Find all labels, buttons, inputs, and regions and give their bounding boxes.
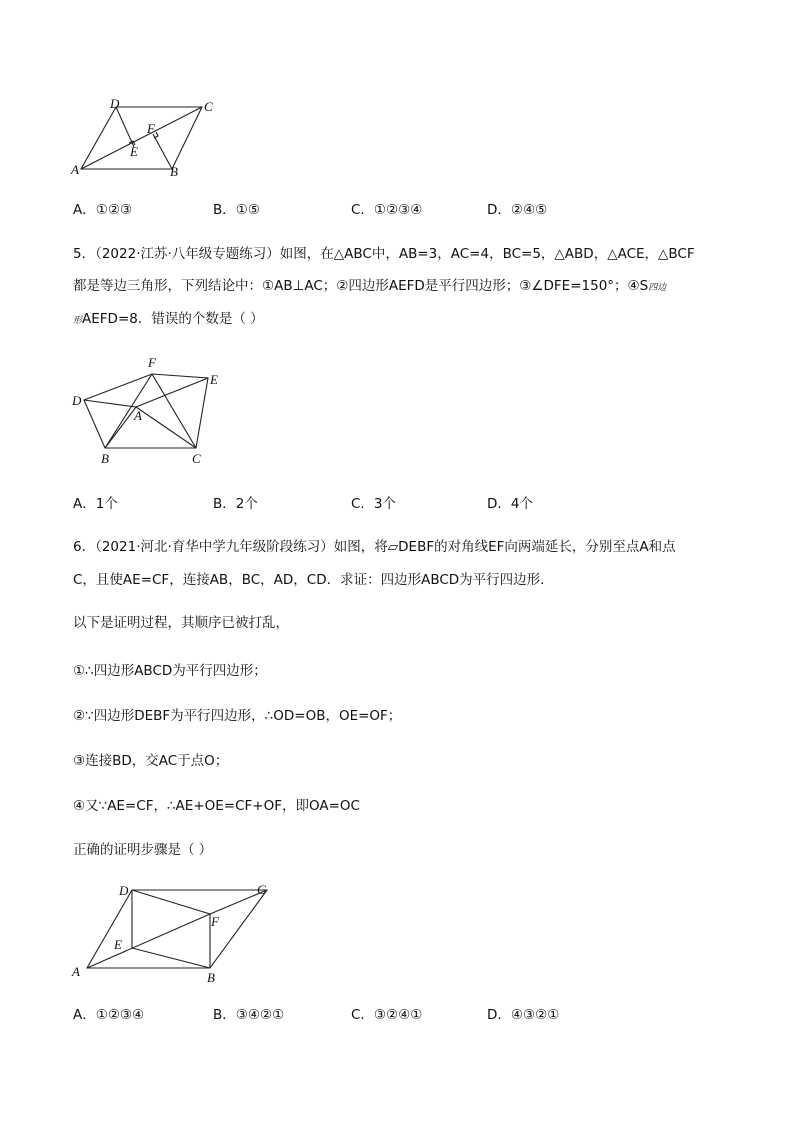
- label-c: C: [257, 882, 266, 897]
- q4-option-d: D．②④⑤: [487, 202, 548, 218]
- label-a: A: [72, 964, 80, 979]
- q5-option-c: C．3个: [351, 496, 397, 512]
- q5-line-2-main: 都是等边三角形，下列结论中：①AB⊥AC；②四边形AEFD是平行四边形；③∠DFE=150°；④S: [73, 278, 649, 294]
- label-e: E: [210, 372, 218, 387]
- q4-option-a: A．①②③: [73, 202, 133, 218]
- figure-parallelogram-q4-svg: [70, 98, 220, 180]
- segment-ba: [105, 407, 136, 448]
- q5-option-b: B．2个: [213, 496, 258, 512]
- label-d: D: [119, 883, 129, 898]
- diagonal-ac-part: [87, 914, 210, 968]
- q6-option-b: B．③④②①: [213, 1007, 285, 1023]
- q5-line-3-main: AEFD=8．错误的个数是（ ）: [82, 311, 264, 327]
- q4-option-c: C．①②③④: [351, 202, 423, 218]
- q5-option-a: A．1个: [73, 496, 118, 512]
- label-a: A: [71, 162, 79, 177]
- segment-da: [84, 400, 136, 407]
- q6-line-2: C，且使AE=CF，连接AB，BC，AD，CD．求证：四边形ABCD为平行四边形．: [73, 572, 554, 588]
- q6-step-1: ①∴四边形ABCD为平行四边形；: [73, 663, 267, 679]
- segment-fb: [105, 374, 152, 448]
- q5-line-2-subscript: 四边: [648, 283, 667, 293]
- figure-triangles-q5: [70, 350, 230, 468]
- q6-question: 正确的证明步骤是（ ）: [73, 842, 213, 858]
- q4-option-b: B．①⑤: [213, 202, 260, 218]
- label-b: B: [101, 451, 109, 466]
- q5-line-3: [73, 309, 264, 331]
- q5-line-3-subscript: 形: [73, 316, 83, 326]
- q6-option-d: D．④③②①: [487, 1007, 560, 1023]
- q6-option-c: C．③②④①: [351, 1007, 423, 1023]
- segment-de: [116, 107, 134, 147]
- q6-step-3: ③连接BD，交AC于点O；: [73, 753, 229, 769]
- label-f: F: [147, 121, 155, 136]
- figure-triangles-q5-svg: [70, 350, 230, 468]
- label-c: C: [204, 99, 213, 114]
- q6-step-4: ④又∵AE=CF，∴AE+OE=CF+OF，即OA=OC: [73, 798, 360, 814]
- figure-parallelogram-q6: [70, 880, 285, 985]
- label-f: F: [211, 914, 219, 929]
- q5-line-1: 5．（2022·江苏·八年级专题练习）如图，在△ABC中，AB=3，AC=4，BC=5，△ABD，△ACE，△BCF: [73, 246, 695, 262]
- label-e: E: [114, 937, 122, 952]
- q6-intro: 以下是证明过程，其顺序已被打乱，: [73, 615, 289, 631]
- segment-eb: [132, 948, 210, 968]
- label-d: D: [110, 96, 120, 111]
- diagonal-ac: [81, 107, 202, 169]
- figure-parallelogram-q6-svg: [70, 880, 285, 985]
- label-b: B: [170, 164, 178, 179]
- label-c: C: [192, 451, 201, 466]
- q6-option-a: A．①②③④: [73, 1007, 145, 1023]
- q6-step-2: ②∵四边形DEBF为平行四边形，∴OD=OB，OE=OF；: [73, 708, 402, 724]
- label-a: A: [134, 408, 142, 423]
- segment-ac: [136, 407, 196, 448]
- q6-line-1: 6．（2021·河北·育华中学九年级阶段练习）如图，将▱DEBF的对角线EF向两端延长，分别至点A和点: [73, 539, 676, 555]
- label-e: E: [130, 144, 138, 159]
- label-b: B: [207, 970, 215, 985]
- q5-option-d: D．4个: [487, 496, 533, 512]
- label-f: F: [148, 355, 156, 370]
- segment-fd: [132, 890, 210, 914]
- q5-line-2: [73, 276, 666, 298]
- label-d: D: [72, 393, 82, 408]
- figure-parallelogram-q4: [70, 98, 220, 180]
